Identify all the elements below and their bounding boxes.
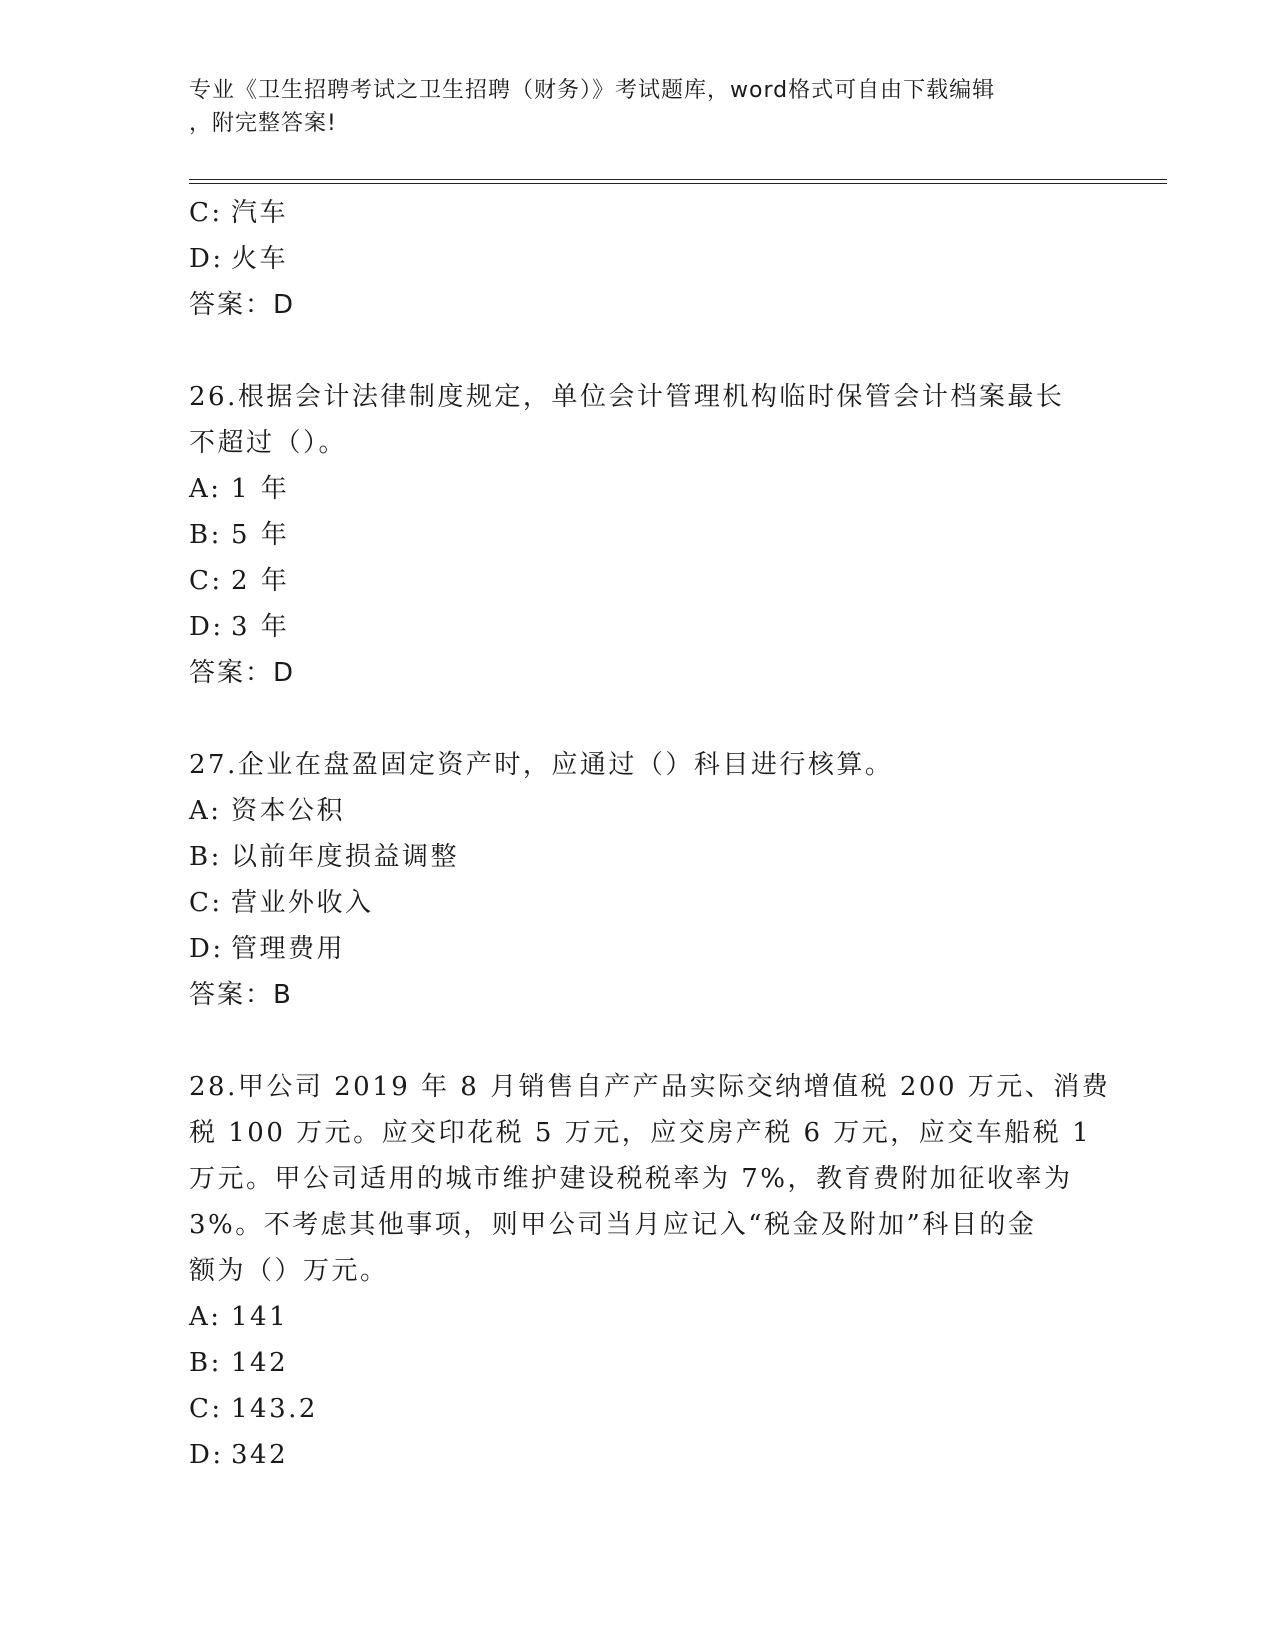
option-text: 1 年 bbox=[231, 474, 290, 504]
answer-line: 答案：D bbox=[189, 658, 296, 688]
spacer bbox=[189, 696, 1089, 742]
option-text: 汽车 bbox=[231, 198, 289, 228]
option-letter: C: bbox=[189, 888, 223, 918]
option-text: 火车 bbox=[231, 244, 289, 274]
option-c bbox=[189, 558, 1089, 604]
option-letter: B: bbox=[189, 842, 222, 872]
question-stem-line: 税 100 万元。应交印花税 5 万元，应交房产税 6 万元，应交车船税 1 bbox=[189, 1118, 1092, 1148]
option-a bbox=[189, 1294, 1089, 1340]
option-text: 以前年度损益调整 bbox=[231, 842, 460, 872]
option-letter: C: bbox=[189, 1394, 223, 1424]
question-27 bbox=[189, 742, 1089, 1018]
option-text: 342 bbox=[231, 1440, 289, 1470]
option-d bbox=[189, 236, 1089, 282]
option-c bbox=[189, 190, 1089, 236]
option-letter: A: bbox=[189, 474, 222, 504]
option-letter: D: bbox=[189, 612, 224, 642]
option-letter: A: bbox=[189, 796, 222, 826]
spacer bbox=[189, 1018, 1089, 1064]
answer-line: 答案：B bbox=[189, 980, 293, 1010]
option-text: 5 年 bbox=[231, 520, 290, 550]
option-text: 资本公积 bbox=[231, 796, 346, 826]
option-d bbox=[189, 1432, 1089, 1478]
question-26 bbox=[189, 374, 1089, 696]
option-text: 2 年 bbox=[231, 566, 290, 596]
option-b bbox=[189, 512, 1089, 558]
option-a bbox=[189, 466, 1089, 512]
question-28 bbox=[189, 1064, 1111, 1478]
option-c bbox=[189, 1386, 1089, 1432]
option-letter: D: bbox=[189, 934, 224, 964]
option-text: 管理费用 bbox=[231, 934, 346, 964]
option-text: 3 年 bbox=[231, 612, 290, 642]
option-letter: B: bbox=[189, 520, 222, 550]
header-divider bbox=[189, 179, 1167, 184]
question-stem-line: 万元。甲公司适用的城市维护建设税税率为 7%，教育费附加征收率为 bbox=[189, 1164, 1073, 1194]
option-letter: C: bbox=[189, 566, 223, 596]
option-d bbox=[189, 604, 1089, 650]
option-b bbox=[189, 834, 1089, 880]
question-list bbox=[189, 190, 1111, 1478]
header-title-line-1: 专业《卫生招聘考试之卫生招聘（财务）》考试题库，word格式可自由下载编辑 bbox=[189, 78, 996, 103]
option-letter: C: bbox=[189, 198, 223, 228]
spacer bbox=[189, 328, 1089, 374]
question-25 bbox=[189, 190, 1089, 328]
option-d bbox=[189, 926, 1089, 972]
question-stem-line: 不超过（）。 bbox=[189, 428, 348, 458]
question-stem-line: 28.甲公司 2019 年 8 月销售自产产品实际交纳增值税 200 万元、消费 bbox=[189, 1072, 1111, 1102]
option-c bbox=[189, 880, 1089, 926]
header-title-line-2: ，附完整答案! bbox=[189, 111, 337, 136]
option-letter: B: bbox=[189, 1348, 222, 1378]
option-letter: D: bbox=[189, 244, 224, 274]
question-stem-line: 额为（）万元。 bbox=[189, 1256, 389, 1286]
option-text: 142 bbox=[231, 1348, 289, 1378]
option-letter: A: bbox=[189, 1302, 222, 1332]
question-stem-line: 26.根据会计法律制度规定，单位会计管理机构临时保管会计档案最长 bbox=[189, 382, 1065, 412]
option-a bbox=[189, 788, 1089, 834]
option-text: 营业外收入 bbox=[231, 888, 374, 918]
question-stem-line: 3%。不考虑其他事项，则甲公司当月应记入“税金及附加”科目的金 bbox=[189, 1210, 1037, 1240]
option-b bbox=[189, 1340, 1089, 1386]
option-letter: D: bbox=[189, 1440, 224, 1470]
page-header bbox=[189, 74, 1089, 140]
question-stem-line: 27.企业在盘盈固定资产时，应通过（）科目进行核算。 bbox=[189, 750, 894, 780]
option-text: 143.2 bbox=[231, 1394, 318, 1424]
option-text: 141 bbox=[231, 1302, 289, 1332]
answer-line: 答案：D bbox=[189, 290, 296, 320]
